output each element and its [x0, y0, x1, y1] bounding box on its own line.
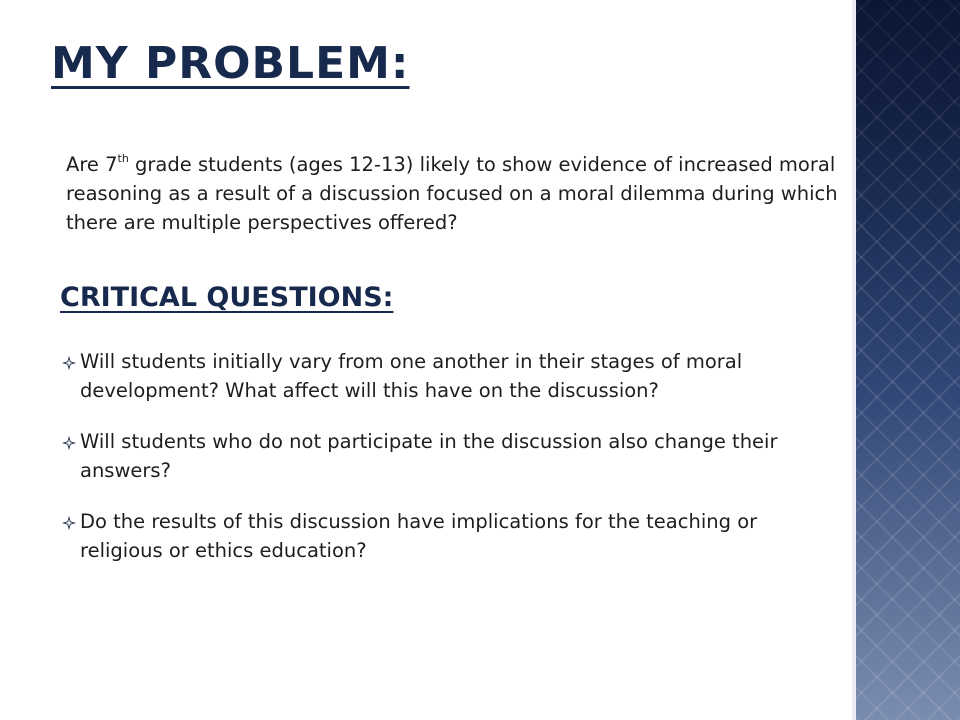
question-text: Will students initially vary from one another in their stages of moral development? What affect will this have on the discussion? — [80, 350, 743, 402]
problem-text-rest: grade students (ages 12-13) likely to show evidence of increased moral reasoning as a result of a discussion focused on a moral dilemma during which there are multiple perspectives offered? — [66, 153, 838, 234]
diamond-star-icon — [62, 516, 76, 530]
decorative-side-panel — [856, 0, 960, 720]
question-item — [60, 507, 840, 565]
critical-questions-heading: CRITICAL QUESTIONS: — [60, 282, 394, 313]
question-text: Do the results of this discussion have implications for the teaching or religious or ethics education? — [80, 510, 758, 562]
ordinal-superscript: th — [117, 151, 129, 165]
diamond-star-icon — [62, 436, 76, 450]
question-item — [60, 347, 840, 405]
diamond-star-icon — [62, 356, 76, 370]
problem-text-start: Are 7 — [66, 153, 118, 176]
slide-title: MY PROBLEM: — [51, 38, 410, 89]
critical-questions-list — [60, 347, 840, 587]
question-item — [60, 427, 840, 485]
problem-statement — [66, 150, 846, 237]
question-text: Will students who do not participate in the discussion also change their answers? — [80, 430, 778, 482]
